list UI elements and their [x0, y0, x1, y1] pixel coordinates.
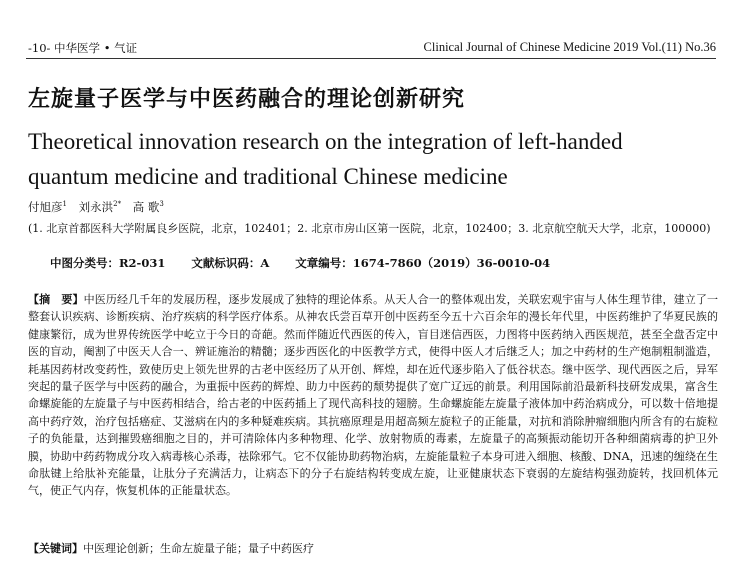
author-name: 刘永洪: [78, 200, 114, 214]
keywords: [28, 540, 314, 556]
author-affil-mark: 3: [159, 200, 164, 209]
journal-info: Clinical Journal of Chinese Medicine 2019 Vol.(11) No.36: [423, 40, 716, 54]
affiliations: (1. 北京首都医科大学附属良乡医院，北京，102401；2. 北京市房山区第一医院，北京，102400；3. 北京航空航天大学，北京，100000): [28, 222, 711, 235]
author-name: 付旭彦: [28, 200, 63, 214]
running-header: [26, 36, 716, 59]
author-affil-mark: 2*: [113, 200, 122, 209]
document-code: 文献标识码：A: [191, 256, 270, 270]
page-section: -10- 中华医学 • 气证: [28, 41, 138, 55]
keywords-label: 【关键词】: [28, 542, 83, 555]
author-name: 高 歌: [132, 200, 160, 214]
title-english: Theoretical innovation research on the integration of left-handed quantum medicine and traditional Chinese medicine: [28, 129, 623, 189]
article-number: 文章编号：1674-7860（2019）36-0010-04: [295, 256, 551, 270]
author-list: [28, 199, 172, 215]
abstract-text: 中医历经几千年的发展历程，逐步发展成了独特的理论体系。从天人合一的整体观出发，关联宏观宇宙与人体生理节律，建立了一整套认识疾病、诊断疾病、治疗疾病的科学医疗体系。从神农氏尝百草开创中医药至今五十六百余年的漫长年代里，中医药维护了华夏民族的健康繁衍，成为世界传统医学中屹立于今日的奇葩。然而伴随近代西医的传入，盲目迷信西医，力图将中医药纳入西医规范，甚至全盘否定中医的盲动，阉割了中医天人合一、辨证施治的精髓；逐步西医化的中医教学方式，使得中医人才后继乏人；加之中药材的生产炮制粗制滥造，耗基因药材改变药性，致使历史上领先世界的古老中医经历了从开创、辉煌，却在近代逐步陷入了低谷状态。继中医学、现代西医之后，异军突起的量子医学与中医药的融合，为重振中医药的辉煌、助力中医药的颓势提供了宽广辽远的前景。利用国际前沿最新科技研发成果，富含生命螺旋能的左旋量子与中医药相结合，给古老的中医药插上了现代高科技的翅膀。生命螺旋能左旋量子液体加中药治病成分，可以数十倍地提高中药疗效，治疗包括癌症、艾滋病在内的多种疑难疾病。其抗癌原理是用超高频左旋粒子的正能量，对抗和消除肿瘤细胞内所含有的右旋粒子的负能量，达到摧毁癌细胞之目的，并可清除体内多种物理、化学、放射物质的毒素，左旋量子的高频振动能切开各种细菌病毒的护卫外膜，协助中药药物成分攻入病毒核心杀毒，祛除邪气。它不仅能协助药物治病，左旋能量粒子本身可进入细胞、核酸、DNA，迅速的缠绕在生命肽键上给肽补充能量，让肽分子充满活力，让病态下的分子右旋结构转变成左旋，让亚健康状态下衰弱的左旋结构强劲旋转，找回机体元气，使正气内存，恢复机体的正能量状态。: [28, 293, 718, 498]
clc-number: 中图分类号：R2-031: [50, 256, 166, 270]
abstract: [28, 291, 718, 500]
author-affil-mark: 1: [62, 200, 67, 209]
abstract-label: 【摘 要】: [28, 293, 84, 306]
keywords-text: 中医理论创新；生命左旋量子能；量子中药医疗: [83, 542, 314, 555]
classification-line: [50, 255, 572, 271]
title-chinese: 左旋量子医学与中医药融合的理论创新研究: [28, 87, 466, 112]
